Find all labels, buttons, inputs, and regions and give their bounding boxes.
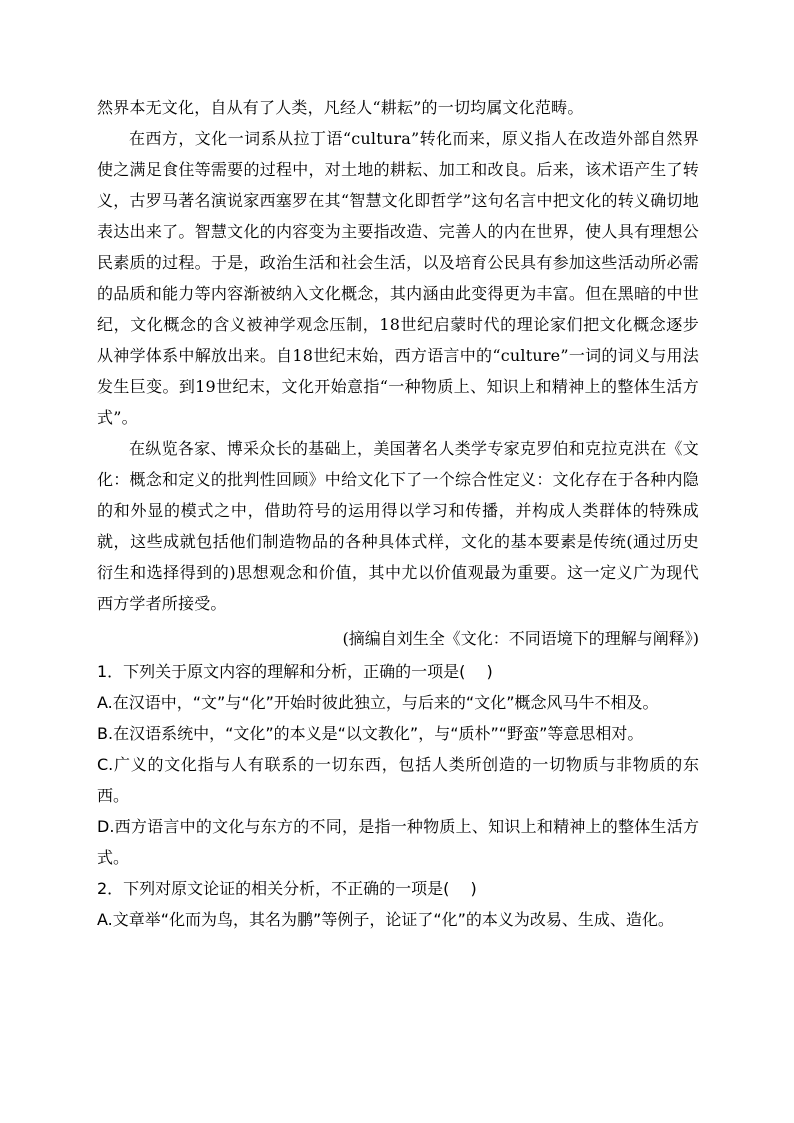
- passage-paragraph-1: 然界本无文化，自从有了人类，凡经人“耕耘”的一切均属文化范畴。: [97, 98, 584, 117]
- passage-paragraph-2: 在西方，文化一词系从拉丁语“cultura”转化而来，原义指人在改造外部自然界使之满足食住等需要的过程中，对土地的耕耘、加工和改良。后来，该术语产生了转义，古罗马著名演说家西塞罗在其“智慧文化即哲学”这句名言中把文化的转义确切地表达出来了。智慧文化的内容变为主要指改造、完善人的内在世界，使人具有理想公民素质的过程。于是，政治生活和社会生活，以及培育公民具有参加这些活动所必需的品质和能力等内容渐被纳入文化概念，其内涵由此变得更为丰富。但在黑暗的中世纪，文化概念的含义被神学观念压制，18世纪启蒙时代的理论家们把文化概念逐步从神学体系中解放出来。自18世纪末始，西方语言中的“culture”一词的词义与用法发生巨变。到19世纪末，文化开始意指“一种物质上、知识上和精神上的整体生活方式”。: [97, 129, 699, 427]
- question-1-option-a: A.在汉语中，“文”与“化”开始时彼此独立，与后来的“文化”概念风马牛不相及。: [97, 693, 659, 712]
- question-1-option-b: B.在汉语系统中，“文化”的本义是“以文教化”，与“质朴”“野蛮”等意思相对。: [97, 724, 644, 743]
- question-2-stem: 2．下列对原文论证的相关分析，不正确的一项是( ): [97, 879, 477, 898]
- document-page: [97, 92, 699, 935]
- passage-paragraph-3: 在纵览各家、博采众长的基础上，美国著名人类学专家克罗伯和克拉克洪在《文化：概念和定义的批判性回顾》中给文化下了一个综合性定义：文化存在于各种内隐的和外显的模式之中，借助符号的运用得以学习和传播，并构成人类群体的特殊成就，这些成就包括他们制造物品的各种具体式样，文化的基本要素是传统(通过历史衍生和选择得到的)思想观念和价值，其中尤以价值观最为重要。这一定义广为现代西方学者所接受。: [97, 439, 699, 613]
- question-1-stem: 1．下列关于原文内容的理解和分析，正确的一项是( ): [97, 662, 493, 681]
- question-1-option-d: D.西方语言中的文化与东方的不同，是指一种物质上、知识上和精神上的整体生活方式。: [97, 817, 699, 867]
- question-2-option-a: A.文章举“化而为鸟，其名为鹏”等例子，论证了“化”的本义为改易、生成、造化。: [97, 910, 674, 929]
- question-1-option-c: C.广义的文化指与人有联系的一切东西，包括人类所创造的一切物质与非物质的东西。: [97, 755, 699, 805]
- source-citation: (摘编自刘生全《文化：不同语境下的理解与阐释》): [342, 629, 699, 648]
